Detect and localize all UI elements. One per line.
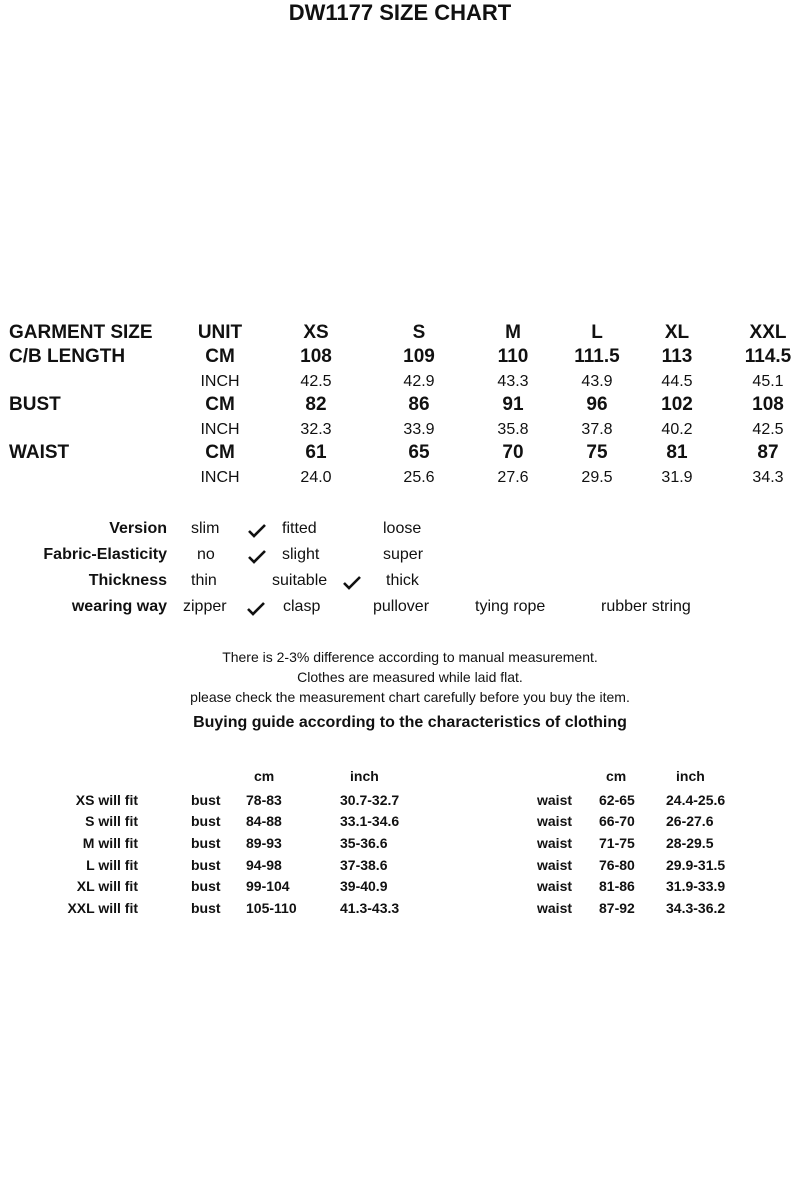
size-value: 42.9 [403, 373, 435, 390]
fit-bust-cm: 94-98 [246, 857, 282, 873]
fit-waist-inch: 28-29.5 [666, 835, 714, 851]
fit-waist-cm: 62-65 [599, 792, 635, 808]
page-title: DW1177 SIZE CHART [288, 0, 512, 25]
size-value: 91 [502, 394, 524, 415]
size-header-5: L [591, 322, 603, 343]
fit-header-cm: cm [254, 768, 275, 784]
characteristic-label: Fabric-Elasticity [43, 546, 167, 563]
fit-waist-inch: 29.9-31.5 [666, 857, 726, 873]
size-value: 82 [305, 394, 327, 415]
fit-bust-inch: 41.3-43.3 [340, 900, 400, 916]
size-value: 32.3 [300, 421, 332, 438]
characteristic-option: thick [386, 572, 419, 589]
size-value: 27.6 [497, 469, 529, 486]
characteristic-option: zipper [183, 598, 227, 615]
characteristic-option: no [197, 546, 215, 563]
size-row-label: C/B LENGTH [9, 346, 126, 367]
characteristic-label: Thickness [88, 572, 167, 589]
fit-size-label: XS will fit [75, 792, 138, 808]
fit-header-inch: inch [676, 768, 705, 784]
fit-waist-cm: 71-75 [599, 835, 635, 851]
fit-waist-cm: 81-86 [599, 878, 635, 894]
size-value: 70 [502, 442, 524, 463]
size-header-7: XXL [749, 322, 787, 343]
size-header-1: UNIT [197, 322, 243, 343]
fit-waist-cm: 76-80 [599, 857, 635, 873]
fit-waist-label: waist [537, 878, 573, 894]
size-value: 61 [305, 442, 327, 463]
checkmark-icon [343, 576, 361, 590]
size-row-label: WAIST [9, 442, 70, 463]
size-header-4: M [505, 322, 521, 343]
fit-bust-inch: 33.1-34.6 [340, 813, 400, 829]
fit-waist-label: waist [537, 857, 573, 873]
checkmark-icon [248, 550, 266, 564]
size-header-3: S [412, 322, 426, 343]
characteristic-option: tying rope [475, 598, 546, 615]
size-value: 110 [497, 346, 529, 367]
size-value: 114.5 [744, 346, 792, 367]
fit-bust-label: bust [191, 835, 221, 851]
characteristic-label: Version [109, 520, 167, 537]
size-value: 108 [300, 346, 332, 367]
size-value: 33.9 [403, 421, 435, 438]
fit-bust-label: bust [191, 792, 221, 808]
fit-bust-label: bust [191, 813, 221, 829]
size-header-garment-size: GARMENT SIZE [9, 322, 153, 343]
size-value: 45.1 [752, 373, 784, 390]
fit-bust-cm: 84-88 [246, 813, 282, 829]
note-line: Clothes are measured while laid flat. [297, 669, 523, 685]
size-value: 65 [408, 442, 430, 463]
size-header-2: XS [303, 322, 329, 343]
size-header-6: XL [664, 322, 690, 343]
note-line: There is 2-3% difference according to manual measurement. [222, 649, 598, 665]
size-unit: INCH [200, 421, 240, 438]
size-value: 87 [757, 442, 779, 463]
size-value: 113 [661, 346, 693, 367]
note-line: please check the measurement chart carefully before you buy the item. [190, 689, 630, 705]
fit-bust-label: bust [191, 900, 221, 916]
characteristic-option: rubber string [601, 598, 691, 615]
fit-bust-inch: 37-38.6 [340, 857, 388, 873]
size-unit: INCH [200, 469, 240, 486]
fit-waist-label: waist [537, 792, 573, 808]
size-value: 34.3 [752, 469, 784, 486]
characteristic-option: pullover [373, 598, 430, 615]
characteristic-option: suitable [272, 572, 328, 589]
fit-waist-cm: 66-70 [599, 813, 635, 829]
fit-waist-cm: 87-92 [599, 900, 635, 916]
size-value: 37.8 [581, 421, 613, 438]
size-value: 40.2 [661, 421, 693, 438]
fit-waist-inch: 26-27.6 [666, 813, 714, 829]
checkmark-icon [248, 524, 266, 538]
size-value: 25.6 [403, 469, 435, 486]
fit-size-label: XL will fit [76, 878, 138, 894]
fit-waist-label: waist [537, 835, 573, 851]
fit-bust-cm: 105-110 [246, 900, 297, 916]
checkmark-icon [247, 602, 265, 616]
characteristic-option: loose [383, 520, 422, 537]
fit-bust-cm: 89-93 [246, 835, 282, 851]
size-value: 96 [586, 394, 608, 415]
size-value: 35.8 [497, 421, 529, 438]
fit-waist-label: waist [537, 813, 573, 829]
fit-size-label: L will fit [86, 857, 138, 873]
characteristic-label: wearing way [71, 598, 167, 615]
fit-bust-inch: 30.7-32.7 [340, 792, 400, 808]
characteristic-option: fitted [282, 520, 317, 537]
size-unit: CM [205, 346, 235, 367]
fit-bust-inch: 39-40.9 [340, 878, 388, 894]
fit-header-inch: inch [350, 768, 379, 784]
size-value: 86 [408, 394, 430, 415]
size-value: 44.5 [661, 373, 693, 390]
fit-size-label: M will fit [82, 835, 138, 851]
size-value: 42.5 [752, 421, 784, 438]
characteristic-option: super [383, 546, 424, 563]
size-value: 81 [666, 442, 688, 463]
fit-bust-label: bust [191, 857, 221, 873]
fit-bust-cm: 99-104 [246, 878, 290, 894]
size-value: 42.5 [300, 373, 332, 390]
fit-waist-inch: 31.9-33.9 [666, 878, 726, 894]
size-unit: INCH [200, 373, 240, 390]
size-unit: CM [205, 394, 235, 415]
fit-waist-inch: 34.3-36.2 [666, 900, 726, 916]
fit-waist-label: waist [537, 900, 573, 916]
size-row-label: BUST [9, 394, 61, 415]
size-value: 31.9 [661, 469, 693, 486]
size-value: 24.0 [300, 469, 332, 486]
size-value: 109 [403, 346, 435, 367]
size-value: 75 [586, 442, 608, 463]
buying-guide-title: Buying guide according to the characteristics of clothing [193, 714, 627, 731]
size-value: 43.3 [497, 373, 529, 390]
size-value: 29.5 [581, 469, 613, 486]
fit-size-label: XXL will fit [67, 900, 138, 916]
characteristic-option: thin [191, 572, 217, 589]
size-value: 43.9 [581, 373, 613, 390]
fit-bust-inch: 35-36.6 [340, 835, 388, 851]
size-value: 102 [661, 394, 693, 415]
characteristic-option: slim [191, 520, 220, 537]
fit-bust-cm: 78-83 [246, 792, 282, 808]
size-unit: CM [205, 442, 235, 463]
characteristic-option: clasp [283, 598, 321, 615]
fit-waist-inch: 24.4-25.6 [666, 792, 726, 808]
fit-size-label: S will fit [85, 813, 138, 829]
fit-header-cm: cm [606, 768, 627, 784]
fit-bust-label: bust [191, 878, 221, 894]
size-value: 108 [752, 394, 784, 415]
characteristic-option: slight [282, 546, 320, 563]
size-value: 111.5 [574, 346, 620, 367]
